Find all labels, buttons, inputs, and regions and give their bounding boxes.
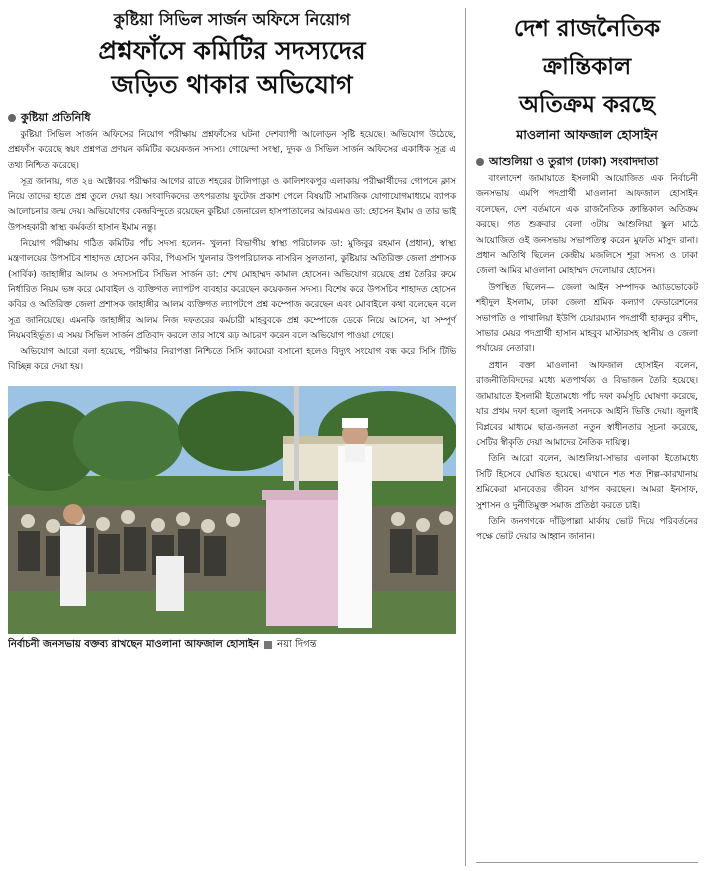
- article-paragraph: সূত্র জানায়, গত ২৪ অক্টোবর পরীক্ষার আগের রাতে শহরের টালিপাড়া ও কালিশংকপুর এলাকায় পরীক্ষার্থীদের গোপনে ক্লাস নিয়ে তাদের হাতে প্রশ্ন তুলে দেয়া হয়। সংবাদিকদের তৎপরতায় ফুটেজ প্রকাশ পেলে বিষয়টি সামাজিক যোগাযোগমাধ্যমে ব্যাপক আলোচনার জন্ম দেয়। অভিযোগের কেন্দ্রবিন্দুতে রয়েছেন কুষ্টিয়া জেনারেল হাসপাতালের আরএমও ডা: হোসেন ইমাম ও তার ভাই উপসহকারী স্বাস্থ্য কর্মকর্তা হাসান ইমাম নন্তু।: [8, 176, 456, 233]
- column-divider: [465, 8, 466, 866]
- right-headline-line-2: ক্রান্তিকাল: [542, 54, 632, 80]
- right-byline: [476, 154, 698, 170]
- headline-line-1: প্রশ্নফাঁসে কমিটির সদস্যদের: [98, 36, 366, 65]
- caption-source: নয়া দিগন্ত: [277, 638, 317, 650]
- article-headline: [8, 34, 456, 102]
- right-article: [476, 8, 698, 547]
- article-byline: [8, 110, 456, 126]
- article-paragraph: কুষ্টিয়া সিভিল সার্জন অফিসের নিয়োগ পরীক্ষায় প্রশ্নফাঁসের ঘটনা দেশব্যাপী আলোড়ন সৃষ্টি হয়েছে। অভিযোগ উঠেছে, প্রশ্নফাঁস করেছে স্বয়ং প্রশ্নপত্র প্রণয়ন কমিটির কয়েকজন সদস্য। গোয়েন্দা সংস্থা, দুদক ও সিভিল সার্জন অফিসের একাধিক সূত্র এ তথ্য নিশ্চিত করেছে।: [8, 130, 456, 171]
- right-article-paragraph: প্রধান বক্তা মাওলানা আফজাল হোসাইন বলেন, রাজনীতিবিদদের মধ্যে মতপার্থক্য ও বিভাজন তৈরি হয়েছে। জামায়াতে ইসলামী ইতোমধ্যে পাঁচ দফা কর্মসূচি ঘোষণা করেছে, যার প্রথম দফা হলো জুলাই সনদকে আইনি ভিত্তি দেয়া। জুলাই বিপ্লবের মাধ্যমে ছাত্র-জনতা নতুন স্বাধীনতার সূচনা করেছে, সেটির স্বীকৃতি দেয়া আমাদের নৈতিক দায়িত্ব।: [476, 360, 698, 448]
- byline-bullet-icon: [8, 114, 16, 122]
- right-author: মাওলানা আফজাল হোসাইন: [516, 127, 658, 142]
- right-byline-bullet-icon: [476, 158, 484, 166]
- article-paragraph: অভিযোগ আরো বলা হয়েছে, পরীক্ষার নিরাপত্তা নিশ্চিতে সিসি ক্যামেরা বসানো হলেও বিদ্যুৎ সংযোগ বন্ধ করে সিসি টিভি বিচ্ছিন্ন করে দেয়া হয়।: [8, 347, 456, 373]
- right-headline-line-1: দেশ রাজনৈতিক: [513, 16, 661, 42]
- headline-line-2: জড়িত থাকার অভিযোগ: [111, 70, 353, 99]
- right-article-paragraph: উপস্থিত ছিলেন— জেলা আইন সম্পাদক অ্যাডভোকেট শহীদুল ইসলাম, ঢাকা জেলা শ্রমিক কল্যাণ ফেডারেশনের সভাপতি ও পাথালিয়া ইউপি চেয়ারম্যান পদপ্রার্থী হারুনুর রশীদ, সাভার মেয়র পদপ্রার্থী হাসান মাহবুব মাস্টারসহ স্থানীয় ও জেলা পর্যায়ের নেতারা।: [476, 282, 698, 355]
- right-article-body: [476, 172, 698, 546]
- right-headline: [476, 10, 698, 124]
- rally-photo-illustration: [8, 386, 456, 634]
- right-article-paragraph: তিনি আরো বলেন, আশুলিয়া-সাভার এলাকা ইতোমধ্যে সিটি হিসেবে ঘোষিত হয়েছে। এখানে শত শত শিল্প-কারখানায় শ্রমিকেরা মানবেতর জীবন যাপন করছেন। আমরা ইনসাফ, সুশাসন ও দুর্নীতিমুক্ত সমাজ প্রতিষ্ঠা করতে চাই।: [476, 454, 698, 511]
- right-byline-text: আশুলিয়া ও তুরাগ (ঢাকা) সংবাদদাতা: [489, 155, 659, 168]
- article-body: [8, 128, 456, 376]
- article-kicker: কুষ্টিয়া সিভিল সার্জন অফিসে নিয়োগ: [113, 10, 351, 29]
- byline-text: কুষ্টিয়া প্রতিনিধি: [21, 111, 91, 124]
- bottom-rule: [476, 862, 698, 863]
- caption-text: নির্বাচনী জনসভায় বক্তব্য রাখছেন মাওলানা আফজাল হোসাইন: [8, 638, 260, 650]
- article-paragraph: নিয়োগ পরীক্ষায় গঠিত কমিটির পাঁচ সদস্য হলেন- খুলনা বিভাগীয় স্বাস্থ্য পরিচালক ডা: মুজিবুর রহমান (প্রধান), স্বাস্থ্য মন্ত্রণালয়ের উপসচিব শাহাদত হোসেন কবির, পিএসসি খুলনার উপপরিচালক নাসরিন সুলতানা, কুষ্টিয়ার অতিরিক্ত জেলা প্রশাসক (সার্বিক) জাহাঙ্গীর আলম ও সদস্যসচিব সিভিল সার্জন ডা: শেখ মোহাম্মদ কামাল হোসেন। অভিযোগ রয়েছে প্রশ্ন তৈরির রুমে নির্ধারিত নিয়ম ভঙ্গ করে মোবাইল ও ব্যক্তিগত ল্যাপটপ ব্যবহার করেছেন কয়েকজন সদস্য। বিশেষ করে উপসচিব শাহাদত হোসেন কবির ও অতিরিক্ত জেলা প্রশাসক জাহাঙ্গীর আলম ব্যক্তিগত ল্যাপটপে প্রশ্ন কম্পোজ করেছেন এবং মোবাইলে কথা বলেছেন বলে সূত্র জানিয়েছে। এমনকি জাহাঙ্গীর আলম নিজ দফতরের কর্মচারী মাহবুবকে প্রশ্ন কম্পোজে ডেকে নিয়ে আসেন, যা সম্পূর্ণ নিয়মবহির্ভূত। এ সময় সিভিল সার্জন প্রতিবাদ করলে তার সাথে রূঢ় আচরণ করেন বলে অভিযোগ পাওয়া গেছে।: [8, 239, 456, 341]
- photo-caption: [8, 637, 456, 653]
- left-article: [8, 8, 456, 653]
- rally-photo: [8, 386, 456, 634]
- right-article-paragraph: তিনি জনগণকে দাঁড়িপাল্লা মার্কায় ভোট দিয়ে পরিবর্তনের পক্ষে ভোট দেয়ার আহ্বান জানান।: [476, 516, 698, 543]
- right-article-paragraph: বাংলাদেশ জামায়াতে ইসলামী আয়োজিত এক নির্বাচনী জনসভায় এমপি পদপ্রার্থী মাওলানা আফজাল হোসাইন বলেছেন, দেশ বর্তমানে এক রাজনৈতিক ক্রান্তিকাল অতিক্রম করছে। গত শুক্রবার বেলা ৩টায় আশুলিয়া স্কুল মাঠে আয়োজিত ওই জনসভায় সভাপতিত্ব করেন মুফতি মাসুদ রানা। প্রধান অতিথি ছিলেন কেন্দ্রীয় মজলিসে শূরা সদস্য ও ঢাকা জেলা আমির মাওলানা মোহাম্মদ দেলোয়ার হোসেন।: [476, 174, 698, 277]
- right-headline-line-3: অতিক্রম করছে: [519, 92, 655, 118]
- caption-square-icon: [264, 641, 272, 649]
